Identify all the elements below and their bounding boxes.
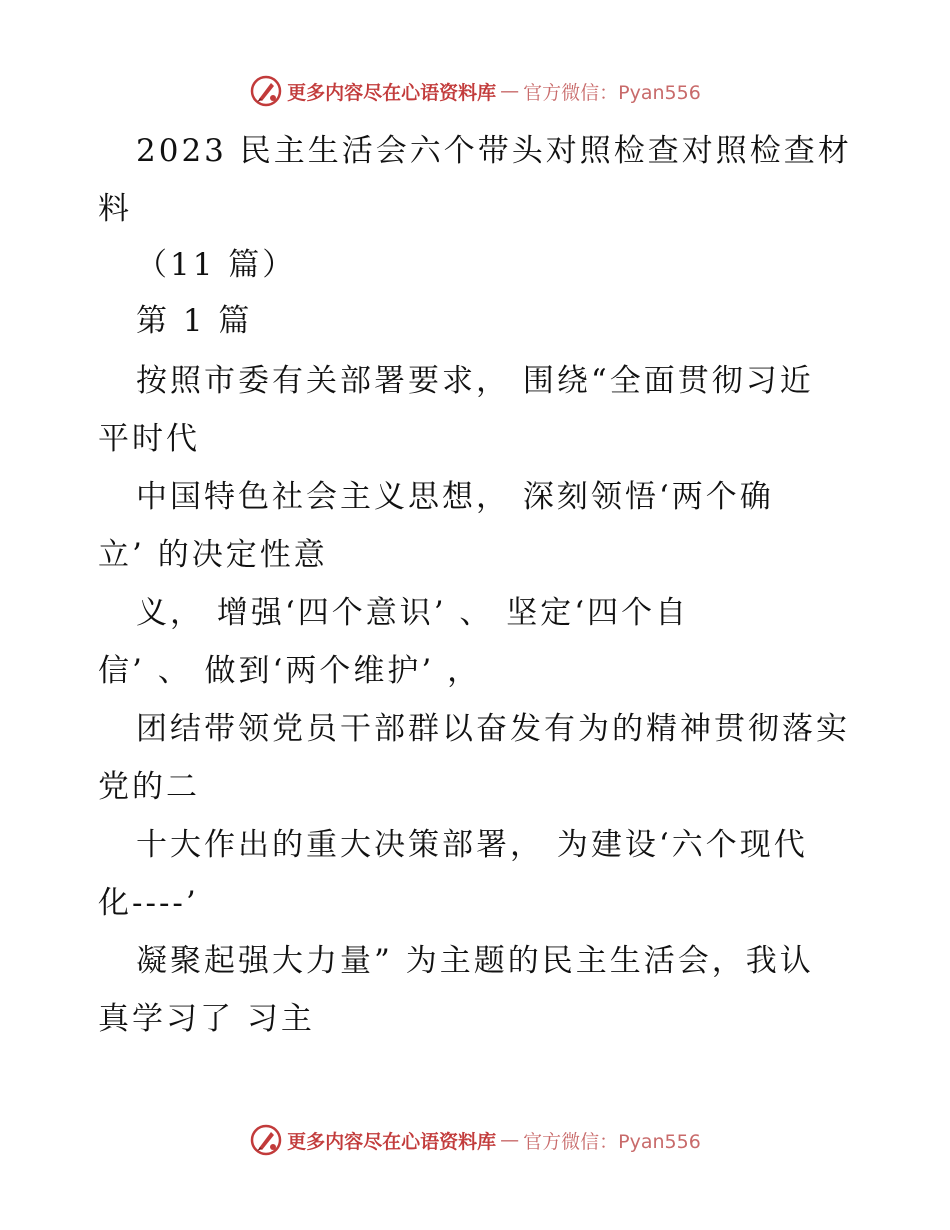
- paragraph-line: 义， 增强‘四个意识’ 、 坚定‘四个自: [136, 595, 690, 631]
- watermark-dash: —: [500, 80, 520, 102]
- watermark-site-text: 更多内容尽在心语资料库: [287, 1130, 497, 1153]
- quill-pen-logo-icon: [249, 74, 283, 108]
- watermark-dash: —: [500, 1129, 520, 1151]
- watermark-wechat-text: 官方微信：Pyan556: [523, 1130, 701, 1153]
- watermark-wechat-text: 官方微信：Pyan556: [523, 81, 701, 104]
- paragraph-line: 平时代: [98, 421, 200, 457]
- paragraph-line: 按照市委有关部署要求， 围绕“全面贯彻习近: [136, 363, 814, 399]
- document-body: [0, 122, 950, 1062]
- paragraph-line: 信’ 、 做到‘两个维护’ ，: [98, 653, 482, 689]
- paragraph-line: 凝聚起强大力量” 为主题的民主生活会，我认: [136, 943, 814, 979]
- document-title-line-1: 2023 民主生活会六个带头对照检查对照检查材: [136, 133, 852, 169]
- paragraph-line: 团结带领党员干部群以奋发有为的精神贯彻落实: [136, 711, 850, 747]
- paragraph-line: 十大作出的重大决策部署， 为建设‘六个现代: [136, 827, 808, 863]
- document-title-line-2: 料: [98, 191, 132, 227]
- paragraph-line: 党的二: [98, 769, 200, 805]
- header-watermark: [0, 71, 950, 111]
- watermark-site-text: 更多内容尽在心语资料库: [287, 81, 497, 104]
- paragraph-line: 立’ 的决定性意: [98, 537, 328, 573]
- quill-pen-logo-icon: [249, 1123, 283, 1157]
- paragraph-line: 真学习了 习主: [98, 1001, 315, 1037]
- section-heading: 第 1 篇: [136, 303, 253, 339]
- article-count: （11 篇）: [136, 247, 297, 283]
- watermark-brand: [249, 74, 701, 108]
- paragraph-line: 化----’: [98, 885, 199, 921]
- watermark-brand: [249, 1123, 701, 1157]
- paragraph-line: 中国特色社会主义思想， 深刻领悟‘两个确: [136, 479, 774, 515]
- footer-watermark: [0, 1120, 950, 1160]
